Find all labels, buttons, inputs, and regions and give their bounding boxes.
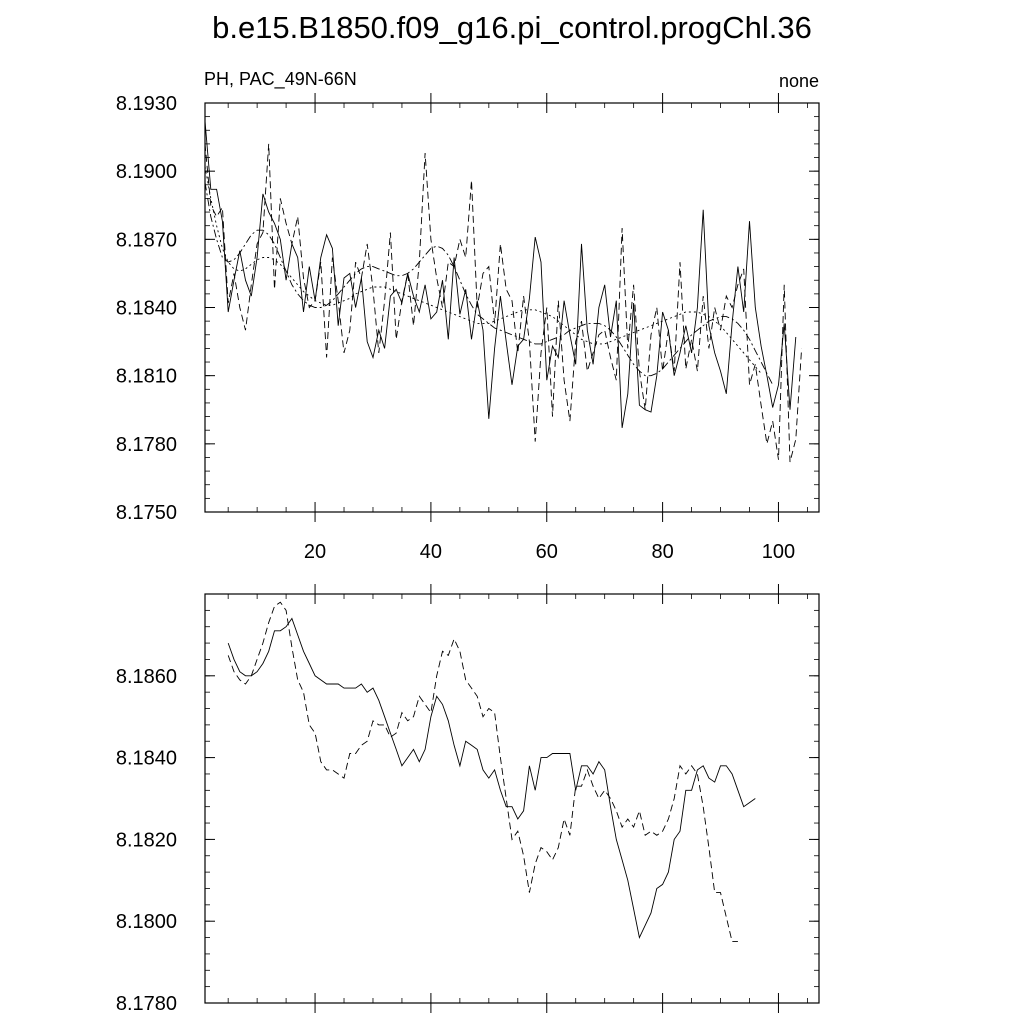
bottom-series-0-solid-line [228,619,755,938]
top-xtick-label: 100 [761,541,796,563]
bottom-series-group [228,602,755,941]
bottom-ytick-label: 8.1780 [115,993,177,1015]
bottom-panel [116,584,819,1015]
bottom-ytick-label: 8.1800 [115,911,177,934]
top-xtick-label: 20 [303,541,327,563]
bottom-ytick-label: 8.1820 [115,829,177,852]
top-ytick-label: 8.1840 [115,297,177,320]
top-ytick-label: 8.1870 [115,229,177,252]
top-ytick-label: 8.1810 [115,365,177,388]
top-series-group [205,121,802,462]
top-series-3-dotted-line [205,167,761,374]
top-series-0-solid-line [205,121,796,428]
bottom-ytick-label: 8.1840 [115,747,177,770]
top-series-2-dashdot-line [205,183,773,385]
top-axes-ticks [116,93,819,563]
figure-title: b.e15.B1850.f09_g16.pi_control.progChl.36 [212,10,812,45]
top-plot-frame [205,103,819,512]
top-ytick-label: 8.1750 [115,502,177,524]
top-xtick-label: 60 [535,541,558,563]
top-xtick-label: 40 [419,541,443,563]
top-ytick-label: 8.1900 [115,161,177,184]
top-ytick-label: 8.1780 [115,433,177,456]
top-xtick-label: 80 [651,541,674,563]
top-series-1-dashed-line [205,144,802,462]
top-ytick-label: 8.1930 [115,93,177,115]
top-panel [116,69,819,563]
bottom-plot-frame [205,594,819,1003]
top-panel-left-label: PH, PAC_49N-66N [204,69,357,89]
top-panel-right-label: none [778,71,819,91]
bottom-ytick-label: 8.1860 [115,665,177,688]
bottom-axes-ticks [116,584,819,1015]
